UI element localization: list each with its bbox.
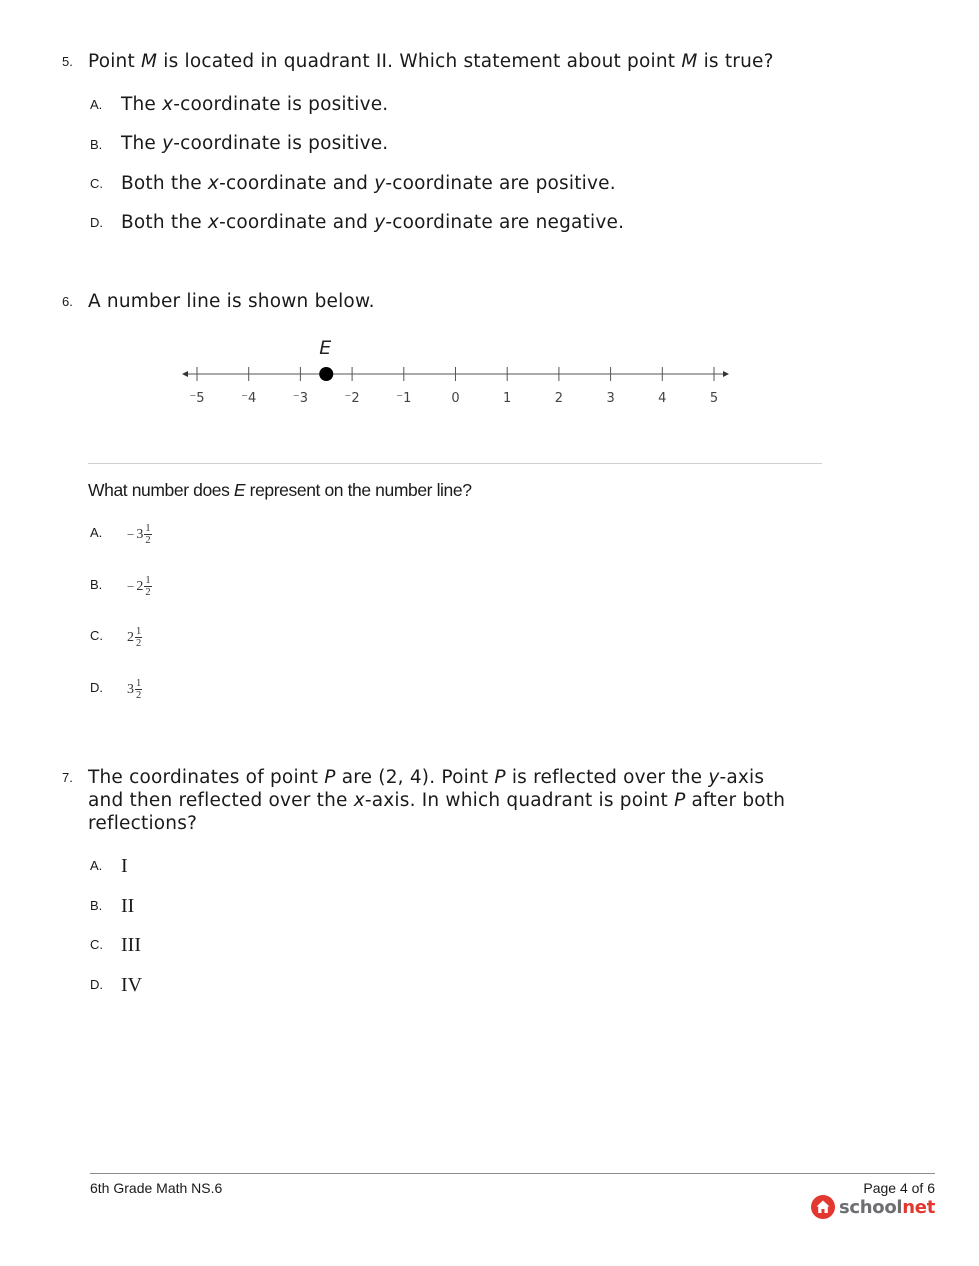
q7-line-2 [88, 789, 848, 812]
q6-option-a-den: 2 [145, 535, 151, 546]
point-e-dot [319, 367, 333, 381]
text-run: -coordinate is positive. [173, 133, 389, 154]
arrow-left-icon [182, 371, 188, 377]
tick-label: ⁻4 [241, 391, 257, 406]
q7-line-1 [88, 766, 848, 789]
text-run: P [674, 790, 686, 811]
text-run: are (2, 4). Point [335, 767, 495, 788]
q7-option-b-letter: B. [90, 898, 103, 913]
tick-label: 2 [554, 391, 564, 406]
text-run: -coordinate are positive. [385, 173, 616, 194]
divider [88, 463, 822, 464]
q6-option-d-den: 2 [136, 690, 142, 701]
q5-option-b-letter: B. [90, 137, 103, 152]
q6-option-c-num: 1 [136, 626, 142, 637]
q6-prompt-var: E [233, 480, 246, 500]
q6-option-b-letter: B. [90, 577, 103, 592]
text-run: x [207, 212, 220, 233]
text-run: y [374, 173, 386, 194]
text-run: -coordinate is positive. [173, 94, 389, 115]
number-line [0, 332, 979, 412]
q6-option-d-num: 1 [136, 678, 142, 689]
tick-label: 1 [503, 391, 512, 406]
tick-label: 4 [658, 391, 667, 406]
q6-option-a-sign: − [127, 526, 135, 542]
q5-option-a-text [121, 94, 388, 115]
q6-option-d-value [125, 678, 142, 701]
q7-option-a-letter: A. [90, 858, 103, 873]
text-run: x [353, 790, 365, 811]
text-run: P [494, 767, 506, 788]
q6-option-b-num: 1 [145, 575, 151, 586]
schoolnet-logo-icon [811, 1195, 835, 1219]
text-run: The [121, 133, 163, 154]
text-run: Both the [121, 212, 208, 233]
text-run: The [121, 94, 163, 115]
tick-label: ⁻2 [344, 391, 360, 406]
q7-line-3 [88, 812, 848, 835]
text-run: M [141, 51, 158, 72]
point-e-label: E [319, 337, 332, 359]
q6-option-b-sign: − [127, 578, 135, 594]
tick-label: ⁻1 [396, 391, 412, 406]
q6-option-a-letter: A. [90, 525, 103, 540]
arrow-right-icon [723, 371, 729, 377]
q7-option-c-letter: C. [90, 937, 103, 952]
q6-option-b-value [127, 575, 152, 598]
text-run: -axis [719, 767, 765, 788]
q7-text [88, 766, 848, 835]
text-run: -coordinate and [219, 173, 375, 194]
text-run: is reflected over the [505, 767, 709, 788]
text-run: The coordinates of point [88, 767, 325, 788]
text-run: after both [685, 790, 786, 811]
tick-label: 5 [709, 391, 719, 406]
q6-option-d-whole: 3 [127, 681, 134, 697]
q5-text [88, 50, 848, 73]
logo-text-school: school [838, 1196, 903, 1218]
q7-number: 7. [62, 770, 73, 785]
text-run: is located in quadrant II. Which statement about point [157, 51, 682, 72]
text-run: is true? [697, 51, 774, 72]
text-run: -coordinate and [219, 212, 375, 233]
q6-option-c-value [125, 626, 142, 649]
q7-option-a-text: I [121, 855, 128, 877]
text-run: y [162, 133, 174, 154]
q6-number: 6. [62, 294, 73, 309]
q6-option-a-value [127, 523, 152, 546]
text-run: reflections? [88, 813, 198, 834]
q6-prompt-before: What number does [88, 480, 234, 500]
text-run: Point [88, 51, 142, 72]
schoolnet-logo [811, 1195, 935, 1219]
q6-option-a-num: 1 [145, 523, 151, 534]
q5-option-a-letter: A. [90, 97, 103, 112]
text-run: x [207, 173, 220, 194]
text-run: M [681, 51, 698, 72]
text-run: x [162, 94, 174, 115]
q5-option-c-letter: C. [90, 176, 103, 191]
q6-option-c-letter: C. [90, 628, 103, 643]
text-run: y [374, 212, 386, 233]
q5-option-b-text [121, 133, 388, 154]
q7-option-d-text: IV [121, 974, 143, 996]
tick-label: 0 [451, 391, 460, 406]
text-run: -coordinate are negative. [385, 212, 625, 233]
q6-option-a-whole: 3 [136, 526, 144, 542]
text-run: and then reflected over the [88, 790, 354, 811]
text-run: -axis. In which quadrant is point [364, 790, 675, 811]
tick-label: 3 [606, 391, 615, 406]
q6-option-c-whole: 2 [127, 629, 134, 645]
q5-option-d-text [121, 212, 624, 233]
q6-option-d-letter: D. [90, 680, 103, 695]
q6-option-b-whole: 2 [136, 578, 144, 594]
q5-number: 5. [62, 54, 73, 69]
q6-text: A number line is shown below. [88, 291, 375, 312]
tick-label: ⁻5 [189, 391, 205, 406]
text-run: Both the [121, 173, 208, 194]
footer-page: Page 4 of 6 [863, 1180, 935, 1196]
text-run: P [324, 767, 336, 788]
q6-option-b-den: 2 [145, 587, 151, 598]
q7-option-b-text: II [121, 895, 135, 917]
text-run: y [708, 767, 720, 788]
q6-prompt-after: represent on the number line? [245, 480, 472, 500]
q6-prompt [88, 480, 472, 501]
q7-option-c-text: III [121, 934, 141, 956]
q5-option-d-letter: D. [90, 215, 103, 230]
footer-divider [90, 1173, 935, 1174]
logo-text-net: net [902, 1196, 935, 1218]
q5-option-c-text [121, 173, 616, 194]
tick-label: ⁻3 [292, 391, 308, 406]
q7-option-d-letter: D. [90, 977, 103, 992]
footer-course: 6th Grade Math NS.6 [90, 1180, 223, 1196]
q6-option-c-den: 2 [136, 638, 142, 649]
